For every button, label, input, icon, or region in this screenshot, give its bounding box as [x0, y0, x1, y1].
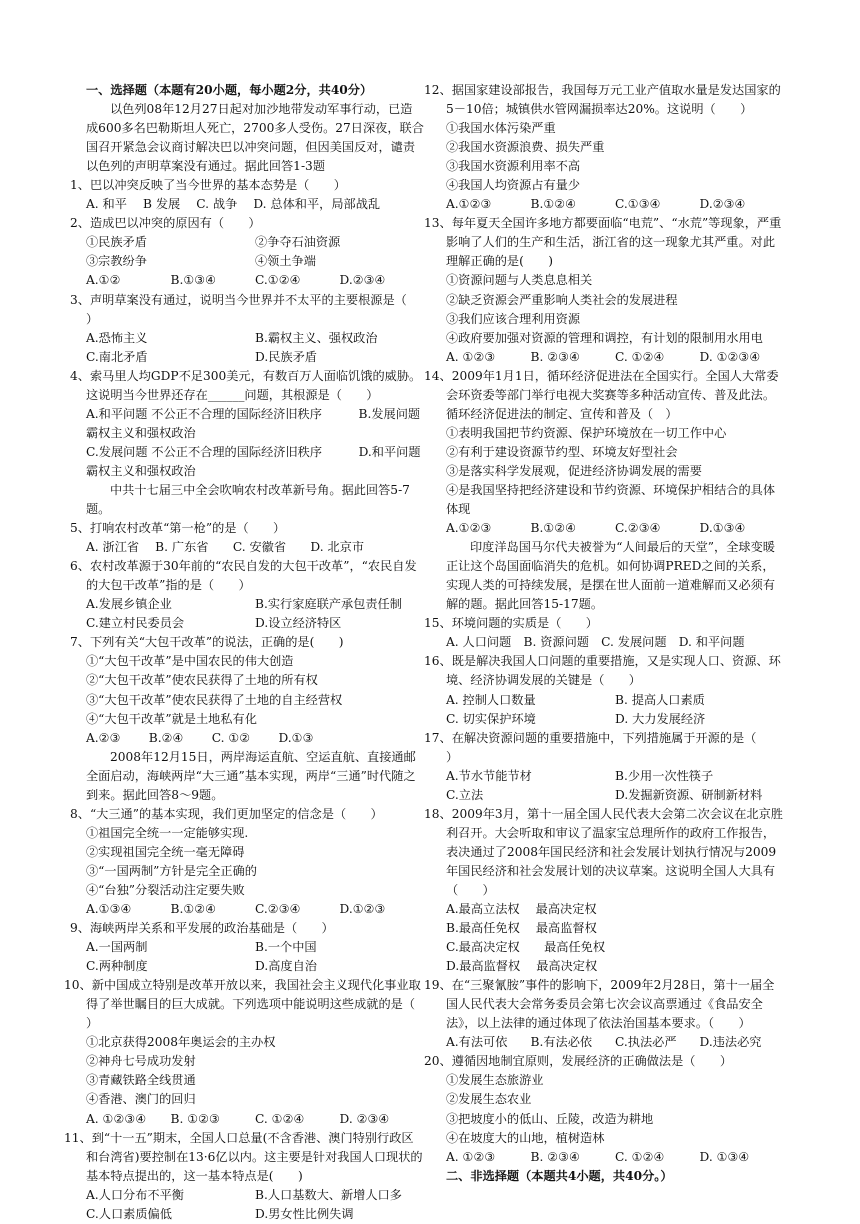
option-text: D.男女性比例失调: [255, 1206, 354, 1221]
question-stem: 17、在解决资源问题的重要措施中，下列措施属于开源的是（ ）: [424, 730, 781, 764]
option-line: ②缺乏资源会严重影响人类社会的发展进程: [446, 292, 678, 307]
option-line: ③我国水资源利用率不高: [446, 159, 581, 174]
option-line: ④“台独”分裂活动注定要失败: [86, 882, 245, 897]
option-line: ④政府要加强对资源的管理和调控，有计划的限制用水用电: [446, 330, 763, 345]
question-stem: 11、到“十一五”期末，全国人口总量(不含香港、澳门特别行政区和台湾省)要控制在13·6亿以内。这主要是针对我国人口现状的基本特点提出的，这一基本特点是( ): [64, 1130, 423, 1183]
option-text: B.少用一次性筷子: [615, 768, 714, 783]
option-text: ④领土争端: [255, 254, 316, 269]
option-line: ②有利于建设资源节约型、环境友好型社会: [446, 444, 678, 459]
question-stem: 8、“大三通”的基本实现，我们更加坚定的信念是（ ）: [70, 806, 383, 821]
option-row: [446, 348, 784, 367]
option-line: ②我国水资源浪费、损失严重: [446, 140, 605, 155]
option-line: ②发展生态农业: [446, 1092, 532, 1107]
option-line: ④我国人均资源占有量少: [446, 178, 581, 193]
question-stem: 15、环境问题的实质是（ ）: [424, 616, 598, 631]
option-line: ②神舟七号成功发射: [86, 1054, 196, 1069]
option-line: ④“大包干改革”就是土地私有化: [86, 711, 257, 726]
passage-paragraph: 2008年12月15日，两岸海运直航、空运直航、直接通邮全面启动，海峡两岸“大三通”基本实现，两岸“三通”时代随之到来。据此回答8～9题。: [86, 749, 416, 802]
option-text: A.发展乡镇企业: [86, 597, 172, 612]
option-line: A. 人口问题 B. 资源问题 C. 发展问题 D. 和平问题: [446, 635, 745, 650]
option-line: ②实现祖国完全统一毫无障碍: [86, 844, 245, 859]
question-stem: 18、2009年3月，第十一届全国人民代表大会第二次会议在北京胜利召开。大会听取和审议了温家宝总理所作的政府工作报告，表决通过了2008年国民经济和社会发展计划执行情况与2009年国民经济和社会发展计划的决议草案。这说明全国人大具有（ ）: [424, 806, 783, 897]
option-line: ①“大包干改革”是中国农民的伟大创造: [86, 654, 294, 669]
option-line: ③青藏铁路全线贯通: [86, 1073, 196, 1088]
option-line: ③我们应该合理利用资源: [446, 311, 581, 326]
question-stem: 2、造成巴以冲突的原因有（ ）: [70, 216, 261, 231]
option-text: C.执法必严: [615, 1035, 677, 1050]
option-row: [446, 519, 784, 538]
option-text: A.一国两制: [86, 940, 148, 955]
question-stem: 14、2009年1月1日，循环经济促进法在全国实行。全国人大常委会环资委等部门举行电视大奖赛等多种活动宣传、普及此法。循环经济促进法的制定、宣传和普及（ ）: [424, 368, 779, 421]
option-text: A.有法可依: [446, 1035, 508, 1050]
option-row: [86, 595, 424, 614]
option-text: A.节水节能节材: [446, 768, 532, 783]
option-text: ③宗教纷争: [86, 254, 147, 269]
option-line: ①我国水体污染严重: [446, 121, 556, 136]
option-row: [446, 1033, 784, 1052]
option-row: [86, 1205, 424, 1224]
question-stem: 10、新中国成立特别是改革开放以来，我国社会主义现代化事业取得了举世瞩目的巨大成就。下列选项中能说明这些成就的是（ ）: [64, 978, 440, 1031]
question-stem: 19、在“三聚氰胺”事件的影响下，2009年2月28日，第十一届全国人民代表大会常务委员会第七次会议高票通过《食品安全法》，以上法律的通过体现了依法治国基本要求。（ ）: [424, 978, 775, 1031]
question-stem: 20、遵循因地制宜原则，发展经济的正确做法是（ ）: [424, 1054, 733, 1069]
option-text: B.人口基数大、新增人口多: [255, 1187, 402, 1202]
option-text: C.①②④: [255, 273, 301, 288]
option-line: A. 浙江省 B. 广东省 C. 安徽省 D. 北京市: [86, 540, 365, 555]
option-text: B.有法必依: [530, 1035, 593, 1050]
option-text: C.南北矛盾: [86, 349, 148, 364]
option-row: [446, 767, 784, 786]
option-line: ④是我国坚持把经济建设和节约资源、环境保护相结合的具体体现: [446, 482, 776, 517]
option-line: ④在坡度大的山地，植树造林: [446, 1130, 605, 1145]
question-stem: 9、海峡两岸关系和平发展的政治基础是（ ）: [70, 921, 334, 936]
question-stem: 13、每年夏天全国许多地方都要面临“电荒”、“水荒”等现象，严重影响了人们的生产和生活，浙江省的这一现象尤其严重。对此理解正确的是( ): [424, 216, 782, 269]
option-text: A.①②③: [446, 197, 492, 212]
option-text: B. 提高人口素质: [615, 692, 705, 707]
option-line: ①表明我国把节约资源、保护环境放在一切工作中心: [446, 425, 727, 440]
option-line: D.最高监督权 最高决定权: [446, 959, 598, 974]
option-line: A.最高立法权 最高决定权: [446, 902, 597, 917]
option-text: D.高度自治: [255, 959, 317, 974]
option-line: ①祖国完全统一一定能够实现.: [86, 825, 249, 840]
option-row: [86, 233, 424, 252]
option-row: [86, 348, 424, 367]
option-line: ②“大包干改革”使农民获得了土地的所有权: [86, 673, 318, 688]
option-line: A.和平问题 不公正不合理的国际经济旧秩序 B.发展问题 霸权主义和强权政治: [86, 406, 421, 440]
option-text: A.人口分布不平衡: [86, 1187, 184, 1202]
option-row: [86, 252, 424, 271]
option-text: A. ①②③: [446, 349, 496, 364]
option-text: B. ①②③: [170, 1111, 220, 1126]
passage-paragraph: 中共十七届三中全会吹响农村改革新号角。据此回答5-7题。: [86, 482, 410, 517]
option-text: C.两种制度: [86, 959, 148, 974]
option-text: A.①③④: [86, 902, 132, 917]
option-row: [86, 938, 424, 957]
option-text: B.①②④: [170, 902, 217, 917]
section-heading: 一、选择题（本题有20小题，每小题2分，共40分）: [86, 83, 373, 97]
option-text: B. ②③④: [530, 349, 580, 364]
option-row: [86, 271, 424, 290]
option-row: [86, 329, 424, 348]
option-text: A. ①②③④: [86, 1111, 147, 1126]
option-text: A. 控制人口数量: [446, 692, 536, 707]
option-row: [86, 614, 424, 633]
right-column: [424, 81, 784, 1186]
option-text: C.立法: [446, 787, 484, 802]
option-text: B.实行家庭联产承包责任制: [255, 597, 402, 612]
option-text: D.设立经济特区: [255, 616, 342, 631]
option-text: B.①③④: [170, 273, 217, 288]
option-text: B.一个中国: [255, 940, 317, 955]
option-row: [446, 1148, 784, 1167]
option-text: C.人口素质偏低: [86, 1206, 172, 1221]
option-text: C.建立村民委员会: [86, 616, 185, 631]
option-text: C. ①②④: [255, 1111, 305, 1126]
option-text: D.民族矛盾: [255, 349, 317, 364]
option-text: B.霸权主义、强权政治: [255, 330, 378, 345]
question-stem: 3、声明草案没有通过，说明当今世界并不太平的主要根源是（ ）: [70, 292, 432, 326]
option-row: [446, 710, 784, 729]
option-line: ③“大包干改革”使农民获得了土地的自主经营权: [86, 692, 343, 707]
option-text: ①民族矛盾: [86, 235, 147, 250]
option-text: D.①③④: [699, 521, 746, 536]
option-text: D.发掘新资源、研制新材料: [615, 787, 763, 802]
option-text: D.②③④: [699, 197, 746, 212]
option-text: A. ①②③: [446, 1149, 496, 1164]
option-line: C.发展问题 不公正不合理的国际经济旧秩序 D.和平问题 霸权主义和强权政治: [86, 444, 421, 478]
option-row: [446, 691, 784, 710]
question-stem: 4、索马里人均GDP不足300美元，有数百万人面临饥饿的威胁。这说明当今世界还存在______问题，其根源是（ ）: [70, 368, 422, 402]
option-text: C. ①②④: [615, 349, 665, 364]
option-text: D.①②③: [339, 902, 386, 917]
option-line: B.最高任免权 最高监督权: [446, 921, 597, 936]
option-text: B.①②④: [530, 197, 577, 212]
option-line: ③把坡度小的低山、丘陵，改造为耕地: [446, 1111, 654, 1126]
question-stem: 6、农村改革源于30年前的“农民自发的大包干改革”，“农民自发的大包干改革”指的是（ ）: [70, 559, 417, 593]
option-row: [446, 786, 784, 805]
option-line: ①北京获得2008年奥运会的主办权: [86, 1035, 276, 1050]
option-row: [86, 957, 424, 976]
option-text: D. ①③④: [699, 1149, 750, 1164]
option-text: A.恐怖主义: [86, 330, 148, 345]
question-stem: 1、巴以冲突反映了当今世界的基本态势是（ ）: [70, 178, 346, 193]
passage-paragraph: 印度洋岛国马尔代夫被誉为“人间最后的天堂”，全球变暖正让这个岛国面临消失的危机。如何协调PRED之间的关系，实现人类的可持续发展，是摆在世人面前一道难解而又必须有解的题。据此回答15-17题。: [446, 540, 776, 612]
option-line: ①发展生态旅游业: [446, 1073, 544, 1088]
passage-paragraph: 以色列08年12月27日起对加沙地带发动军事行动，已造成600多名巴勒斯坦人死亡，2700多人受伤。27日深夜，联合国召开紧急会议商讨解决巴以冲突问题，但因美国反对，谴责以色列的声明草案没有通过。据此回答1-3题: [86, 102, 424, 174]
option-text: D.违法必究: [699, 1035, 762, 1050]
option-text: C.②③④: [615, 521, 661, 536]
option-line: A.②③ B.②④ C. ①② D.①③: [86, 730, 314, 745]
option-text: D. ①②③④: [699, 349, 761, 364]
question-stem: 5、打响农村改革“第一枪”的是（ ）: [70, 521, 286, 536]
option-text: B.①②④: [530, 521, 577, 536]
left-column: [64, 81, 440, 1224]
option-row: [86, 900, 424, 919]
option-text: C.②③④: [255, 902, 301, 917]
question-stem: 16、既是解决我国人口问题的重要措施，又是实现人口、资源、环境、经济协调发展的关键是（ ）: [424, 654, 781, 688]
option-text: ②争夺石油资源: [255, 235, 341, 250]
option-text: D.②③④: [339, 273, 386, 288]
option-row: [86, 1186, 424, 1205]
question-stem: 7、下列有关“大包干改革”的说法，正确的是( ): [70, 635, 344, 650]
option-line: ③“一国两制”方针是完全正确的: [86, 863, 257, 878]
option-text: A.①②③: [446, 521, 492, 536]
option-text: B. ②③④: [530, 1149, 580, 1164]
section-heading: 二、非选择题（本题共4小题，共40分。）: [446, 1168, 673, 1183]
option-line: ①资源问题与人类息息相关: [446, 273, 593, 288]
option-text: D. 大力发展经济: [615, 711, 706, 726]
option-line: ④香港、澳门的回归: [86, 1092, 196, 1107]
option-row: [446, 195, 784, 214]
option-text: A.①②: [86, 273, 121, 288]
option-line: ③是落实科学发展观，促进经济协调发展的需要: [446, 463, 702, 478]
option-text: D. ②③④: [339, 1111, 390, 1126]
option-text: C. 切实保护环境: [446, 711, 536, 726]
question-stem: 12、据国家建设部报告，我国每万元工业产值取水量是发达国家的5－10倍；城镇供水管网漏损率达20%。这说明（ ）: [424, 83, 781, 117]
option-row: [86, 1110, 424, 1129]
option-text: C.①③④: [615, 197, 661, 212]
option-line: A. 和平 B 发展 C. 战争 D. 总体和平，局部战乱: [86, 197, 381, 212]
option-line: C.最高决定权 最高任免权: [446, 940, 606, 955]
option-text: C. ①②④: [615, 1149, 665, 1164]
